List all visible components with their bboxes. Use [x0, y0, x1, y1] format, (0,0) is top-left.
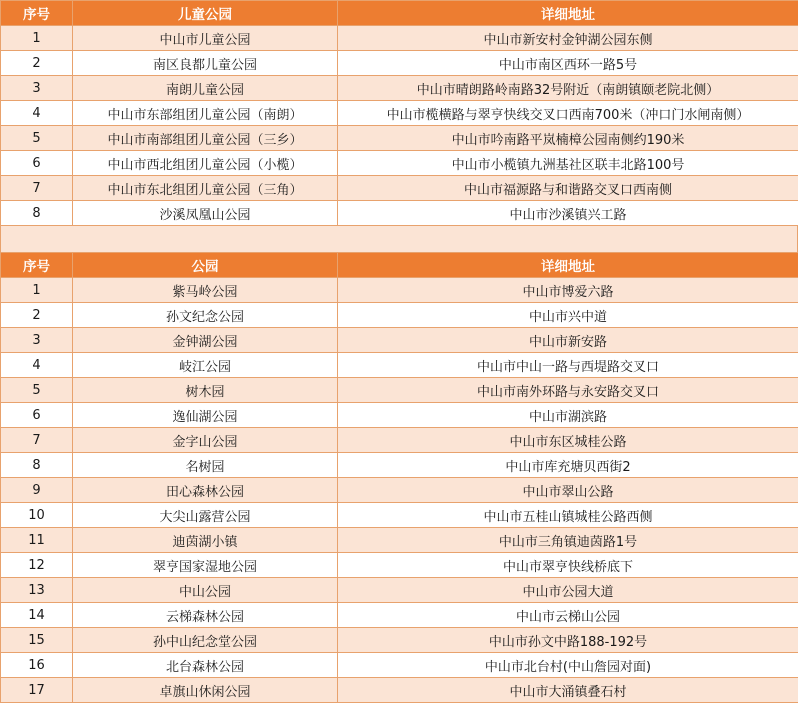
cell-address: 中山市南区西环一路5号 — [338, 51, 798, 76]
cell-index: 4 — [1, 101, 73, 126]
cell-index: 13 — [1, 578, 73, 603]
cell-index: 6 — [1, 151, 73, 176]
table-row — [1, 428, 798, 453]
cell-index: 8 — [1, 201, 73, 226]
cell-address: 中山市翠山公路 — [338, 478, 798, 503]
cell-park-name: 翠亨国家湿地公园 — [73, 553, 338, 578]
cell-index: 14 — [1, 603, 73, 628]
cell-address: 中山市三角镇迪茵路1号 — [338, 528, 798, 553]
cell-address: 中山市公园大道 — [338, 578, 798, 603]
cell-park-name: 大尖山露营公园 — [73, 503, 338, 528]
cell-index: 2 — [1, 51, 73, 76]
cell-park-name: 迪茵湖小镇 — [73, 528, 338, 553]
table-row — [1, 126, 798, 151]
cell-park-name: 树木园 — [73, 378, 338, 403]
table-row — [1, 528, 798, 553]
cell-park-name: 岐江公园 — [73, 353, 338, 378]
cell-index: 3 — [1, 76, 73, 101]
header-address: 详细地址 — [338, 253, 798, 278]
cell-index: 16 — [1, 653, 73, 678]
cell-index: 5 — [1, 378, 73, 403]
header-park-name: 儿童公园 — [73, 1, 338, 26]
cell-park-name: 金字山公园 — [73, 428, 338, 453]
cell-address: 中山市中山一路与西堤路交叉口 — [338, 353, 798, 378]
table-row — [1, 503, 798, 528]
cell-address: 中山市博爱六路 — [338, 278, 798, 303]
cell-park-name: 名树园 — [73, 453, 338, 478]
table-row — [1, 578, 798, 603]
header-index: 序号 — [1, 253, 73, 278]
cell-index: 10 — [1, 503, 73, 528]
table-row — [1, 653, 798, 678]
cell-address: 中山市兴中道 — [338, 303, 798, 328]
cell-park-name: 中山市东部组团儿童公园（南朗） — [73, 101, 338, 126]
cell-index: 4 — [1, 353, 73, 378]
cell-address: 中山市翠亨快线桥底下 — [338, 553, 798, 578]
cell-address: 中山市福源路与和谐路交叉口西南侧 — [338, 176, 798, 201]
cell-park-name: 中山市儿童公园 — [73, 26, 338, 51]
park-table — [0, 252, 798, 703]
cell-index: 15 — [1, 628, 73, 653]
table-header-row — [1, 253, 798, 278]
table-row — [1, 553, 798, 578]
cell-park-name: 孙文纪念公园 — [73, 303, 338, 328]
table-row — [1, 26, 798, 51]
cell-address: 中山市北台村(中山詹园对面) — [338, 653, 798, 678]
cell-park-name: 金钟湖公园 — [73, 328, 338, 353]
table-row — [1, 403, 798, 428]
cell-park-name: 卓旗山休闲公园 — [73, 678, 338, 703]
children-park-rows — [1, 26, 798, 226]
cell-address: 中山市大涌镇叠石村 — [338, 678, 798, 703]
table-row — [1, 478, 798, 503]
table-row — [1, 453, 798, 478]
cell-address: 中山市云梯山公园 — [338, 603, 798, 628]
cell-index: 1 — [1, 278, 73, 303]
cell-park-name: 孙中山纪念堂公园 — [73, 628, 338, 653]
table-row — [1, 628, 798, 653]
table-row — [1, 603, 798, 628]
cell-address: 中山市吟南路平岚楠樟公园南侧约190米 — [338, 126, 798, 151]
cell-park-name: 北台森林公园 — [73, 653, 338, 678]
children-park-table — [0, 0, 798, 226]
cell-park-name: 中山公园 — [73, 578, 338, 603]
cell-address: 中山市沙溪镇兴工路 — [338, 201, 798, 226]
table-row — [1, 176, 798, 201]
cell-address: 中山市库充塘贝西街2 — [338, 453, 798, 478]
cell-index: 7 — [1, 428, 73, 453]
cell-park-name: 南区良都儿童公园 — [73, 51, 338, 76]
cell-index: 2 — [1, 303, 73, 328]
cell-park-name: 中山市西北组团儿童公园（小榄） — [73, 151, 338, 176]
table-row — [1, 151, 798, 176]
cell-park-name: 云梯森林公园 — [73, 603, 338, 628]
cell-park-name: 紫马岭公园 — [73, 278, 338, 303]
cell-address: 中山市东区城桂公路 — [338, 428, 798, 453]
cell-address: 中山市晴朗路岭南路32号附近（南朗镇颐老院北侧） — [338, 76, 798, 101]
table-row — [1, 76, 798, 101]
cell-index: 17 — [1, 678, 73, 703]
table-row — [1, 101, 798, 126]
cell-index: 1 — [1, 26, 73, 51]
cell-address: 中山市湖滨路 — [338, 403, 798, 428]
table-row — [1, 678, 798, 703]
cell-index: 6 — [1, 403, 73, 428]
park-rows — [1, 278, 798, 703]
cell-index: 5 — [1, 126, 73, 151]
header-index: 序号 — [1, 1, 73, 26]
header-address: 详细地址 — [338, 1, 798, 26]
table-header-row — [1, 1, 798, 26]
cell-park-name: 中山市南部组团儿童公园（三乡） — [73, 126, 338, 151]
cell-park-name: 南朗儿童公园 — [73, 76, 338, 101]
table-row — [1, 303, 798, 328]
cell-address: 中山市榄横路与翠亨快线交叉口西南700米（冲口门水闸南侧） — [338, 101, 798, 126]
cell-address: 中山市新安路 — [338, 328, 798, 353]
cell-address: 中山市五桂山镇城桂公路西侧 — [338, 503, 798, 528]
cell-index: 7 — [1, 176, 73, 201]
cell-index: 3 — [1, 328, 73, 353]
table-row — [1, 51, 798, 76]
cell-park-name: 中山市东北组团儿童公园（三角） — [73, 176, 338, 201]
cell-park-name: 逸仙湖公园 — [73, 403, 338, 428]
cell-park-name: 沙溪凤凰山公园 — [73, 201, 338, 226]
table-row — [1, 201, 798, 226]
cell-index: 8 — [1, 453, 73, 478]
cell-address: 中山市新安村金钟湖公园东侧 — [338, 26, 798, 51]
table-row — [1, 328, 798, 353]
table-row — [1, 353, 798, 378]
cell-index: 12 — [1, 553, 73, 578]
cell-park-name: 田心森林公园 — [73, 478, 338, 503]
cell-index: 11 — [1, 528, 73, 553]
cell-index: 9 — [1, 478, 73, 503]
header-park-name: 公园 — [73, 253, 338, 278]
cell-address: 中山市南外环路与永安路交叉口 — [338, 378, 798, 403]
cell-address: 中山市小榄镇九洲基社区联丰北路100号 — [338, 151, 798, 176]
table-row — [1, 378, 798, 403]
table-gap — [0, 226, 798, 252]
cell-address: 中山市孙文中路188-192号 — [338, 628, 798, 653]
table-row — [1, 278, 798, 303]
